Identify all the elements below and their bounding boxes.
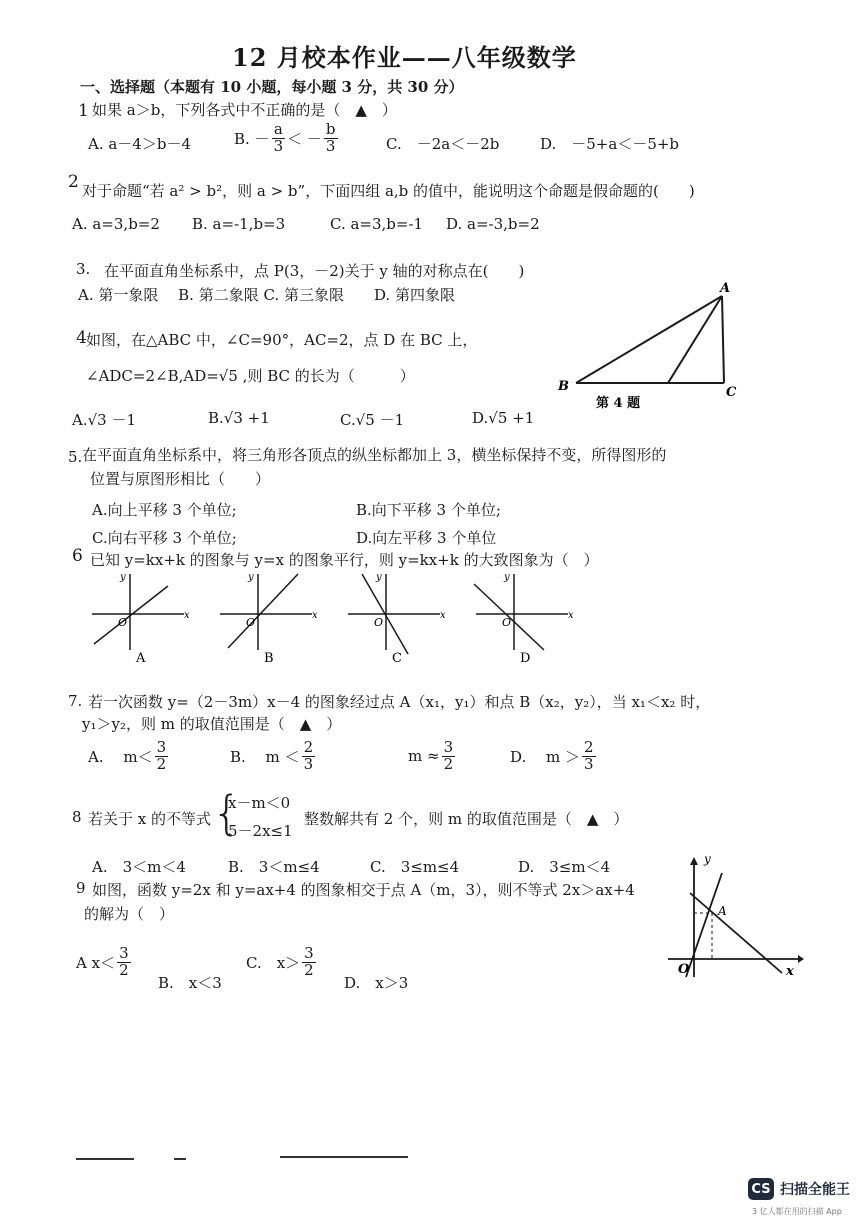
- question-1-option-d: D. －5+a＜－5+b: [540, 135, 680, 153]
- numerator: a: [273, 120, 283, 138]
- inequality-2: 5－2x≤1: [228, 822, 293, 840]
- graph-b: [220, 572, 318, 666]
- question-1-stem: 如果 a＞b，下列各式中不正确的是（ ▲ ）: [92, 101, 397, 119]
- question-5-option-c: C.向右平移 3 个单位;: [92, 529, 237, 547]
- question-4-stem-line1: 如图，在△ABC 中，∠C=90°，AC=2，点 D 在 BC 上，: [86, 331, 478, 349]
- question-6-number: 6: [72, 546, 83, 566]
- question-5-option-b: B.向下平移 3 个单位;: [356, 501, 501, 519]
- question-9-option-b: B. x＜3: [158, 974, 222, 992]
- scan-artifact-line: [76, 1158, 134, 1160]
- question-4-stem-line2: ∠ADC=2∠B,AD=√5 ,则 BC 的长为（ ）: [86, 367, 415, 385]
- y-axis-label: y: [704, 855, 711, 866]
- x-axis-arrow: [798, 955, 804, 963]
- denominator: 3: [273, 136, 284, 155]
- question-3-options: A. 第一象限 B. 第二象限 C. 第三象限 D. 第四象限: [78, 286, 455, 304]
- question-7-option-c: [408, 740, 457, 773]
- question-1-option-c: C. －2a＜－2b: [386, 135, 500, 153]
- origin-label: O: [678, 962, 690, 977]
- question-9-figure: [664, 855, 804, 980]
- question-7-number: 7.: [68, 692, 83, 710]
- question-4-option-a: A.√3 －1: [72, 411, 137, 429]
- fraction: [582, 740, 596, 773]
- y-axis-label: y: [504, 572, 510, 583]
- question-4-option-c: C.√5 －1: [340, 411, 405, 429]
- graph-option-label: B: [264, 651, 274, 666]
- numerator: 2: [584, 738, 594, 756]
- line-y-ax-plus-4: [690, 893, 782, 973]
- line-y-2x: [686, 873, 722, 977]
- question-4-option-d: D.√5 +1: [472, 409, 535, 427]
- function-line: [228, 574, 298, 648]
- vertex-c-label: C: [726, 385, 737, 400]
- option-b-prefix: B. －: [234, 129, 270, 148]
- scan-artifact-line: [174, 1158, 186, 1160]
- scanner-logo-icon: CS: [748, 1178, 774, 1200]
- question-7-stem-line1: 若一次函数 y=（2－3m）x－4 的图象经过点 A（x₁，y₁）和点 B（x₂，y₂），当 x₁＜x₂ 时，: [88, 693, 711, 711]
- question-1-option-a: A. a－4＞b－4: [88, 135, 192, 153]
- question-8-stem-prefix: 若关于 x 的不等式: [88, 810, 211, 828]
- question-4-option-b: B.√3 +1: [208, 409, 270, 427]
- numerator: b: [325, 120, 336, 138]
- question-9-option-c: [246, 946, 318, 979]
- graph-option-label: C: [392, 651, 402, 666]
- denominator: 2: [443, 754, 454, 773]
- numerator: 3: [443, 738, 454, 756]
- vertex-b-label: B: [558, 379, 569, 394]
- question-5-stem-line1: 在平面直角坐标系中，将三角形各顶点的纵坐标都加上 3，横坐标保持不变，所得图形的: [82, 446, 667, 464]
- question-7-stem-line2: y₁＞y₂，则 m 的取值范围是（ ▲ ）: [82, 715, 342, 733]
- graph-option-label: D: [520, 651, 531, 666]
- fraction-a-over-3: [272, 122, 286, 155]
- question-2-stem: 对于命题“若 a² > b²，则 a > b”，下面四组 a,b 的值中，能说明这个命题是假命题的( ): [82, 182, 695, 200]
- inequality-1: x－m＜0: [228, 794, 291, 812]
- question-9-stem-line2: 的解为（ ）: [84, 905, 175, 923]
- x-axis-label: x: [440, 610, 446, 621]
- option-prefix: B. m ＜: [230, 747, 300, 766]
- question-7-option-b: [230, 740, 317, 773]
- x-axis-label: x: [184, 610, 190, 621]
- question-2-number: 2: [68, 172, 79, 192]
- denominator: 2: [119, 960, 129, 979]
- question-8-option-c: C. 3≤m≤4: [370, 858, 460, 876]
- question-9-number: 9: [76, 879, 86, 897]
- inequality-brace: {: [212, 786, 242, 840]
- question-2-option-a: A. a=3,b=2: [72, 215, 160, 233]
- scanner-tagline: 3 亿人都在用的扫描 App: [752, 1207, 842, 1216]
- page-title: 12 月校本作业——八年级数学: [232, 43, 577, 72]
- point-a-label: A: [718, 904, 727, 918]
- y-axis-arrow: [690, 857, 698, 865]
- vertex-a-label: A: [720, 281, 731, 296]
- x-axis-label: x: [312, 610, 318, 621]
- option-b-middle: ＜ －: [287, 129, 322, 148]
- origin-label: O: [246, 616, 256, 629]
- numerator: 3: [119, 944, 129, 962]
- segment-ad: [668, 296, 722, 383]
- fraction: [302, 740, 316, 773]
- fraction-b-over-3: [324, 122, 338, 155]
- y-axis-label: y: [120, 572, 126, 583]
- scanner-watermark: [748, 1178, 850, 1200]
- fraction: [302, 946, 316, 979]
- graph-d: [474, 572, 574, 666]
- question-1-option-b: [234, 122, 340, 155]
- option-prefix: A. m＜: [88, 747, 153, 766]
- option-prefix: C. x＞: [246, 953, 301, 972]
- question-5-option-a: A.向上平移 3 个单位;: [92, 501, 237, 519]
- y-axis-label: y: [376, 572, 382, 583]
- option-prefix: D. m ＞: [510, 747, 581, 766]
- denominator: 3: [325, 136, 336, 155]
- question-2-option-c: C. a=3,b=-1: [330, 215, 424, 233]
- numerator: 3: [304, 944, 314, 962]
- option-prefix: A x＜: [76, 953, 116, 972]
- graph-a: [92, 572, 190, 666]
- segment-ab: [576, 296, 722, 383]
- function-line: [94, 586, 168, 644]
- question-2-option-d: D. a=-3,b=2: [446, 215, 540, 233]
- x-axis-label: x: [568, 610, 574, 621]
- question-5-option-d: D.向左平移 3 个单位: [356, 529, 497, 547]
- x-axis-label: x: [786, 964, 794, 979]
- graph-c: [348, 572, 446, 666]
- question-4-triangle-figure: [552, 280, 742, 415]
- question-6-stem: 已知 y=kx+k 的图象与 y=x 的图象平行，则 y=kx+k 的大致图象为（ ）: [90, 551, 599, 569]
- question-7-option-d: [510, 740, 598, 773]
- scan-artifact-line: [280, 1156, 408, 1158]
- scanner-brand: 扫描全能王: [780, 1182, 850, 1198]
- origin-label: O: [374, 616, 384, 629]
- question-8-option-d: D. 3≤m＜4: [518, 858, 611, 876]
- question-3-stem: 在平面直角坐标系中，点 P(3，－2)关于 y 轴的对称点在( ): [104, 262, 525, 280]
- y-axis-label: y: [248, 572, 254, 583]
- denominator: 2: [156, 754, 167, 773]
- denominator: 2: [304, 960, 314, 979]
- question-6-graphs: [78, 568, 588, 668]
- graph-option-label: A: [136, 651, 146, 666]
- numerator: 3: [156, 738, 167, 756]
- question-9-option-d: D. x＞3: [344, 974, 409, 992]
- question-3-number: 3.: [76, 260, 91, 278]
- question-8-option-b: B. 3＜m≤4: [228, 858, 320, 876]
- origin-label: O: [502, 616, 512, 629]
- question-7-option-a: [88, 740, 170, 773]
- question-5-stem-line2: 位置与原图形相比（ ）: [90, 470, 271, 488]
- figure-caption: 第 4 题: [596, 396, 641, 411]
- fraction: [442, 740, 456, 773]
- question-4-number: 4: [76, 328, 87, 348]
- question-1-number: 1: [78, 101, 89, 121]
- denominator: 3: [584, 754, 594, 773]
- section-header: 一、选择题（本题有 10 小题，每小题 3 分，共 30 分）: [80, 78, 464, 96]
- question-8-option-a: A. 3＜m＜4: [92, 858, 186, 876]
- segment-ac: [722, 296, 724, 383]
- question-8-number: 8: [72, 808, 82, 826]
- numerator: 2: [303, 738, 314, 756]
- question-8-stem-suffix: 整数解共有 2 个，则 m 的取值范围是（ ▲ ）: [304, 810, 629, 828]
- question-9-stem-line1: 如图，函数 y=2x 和 y=ax+4 的图象相交于点 A（m，3），则不等式 2x＞ax+4: [92, 881, 635, 899]
- option-prefix: m ≈: [408, 747, 440, 766]
- fraction: [155, 740, 169, 773]
- question-2-option-b: B. a=-1,b=3: [192, 215, 286, 233]
- question-9-option-a: [76, 946, 133, 979]
- fraction: [117, 946, 131, 979]
- question-5-number: 5.: [68, 448, 83, 466]
- denominator: 3: [303, 754, 314, 773]
- origin-label: O: [118, 616, 128, 629]
